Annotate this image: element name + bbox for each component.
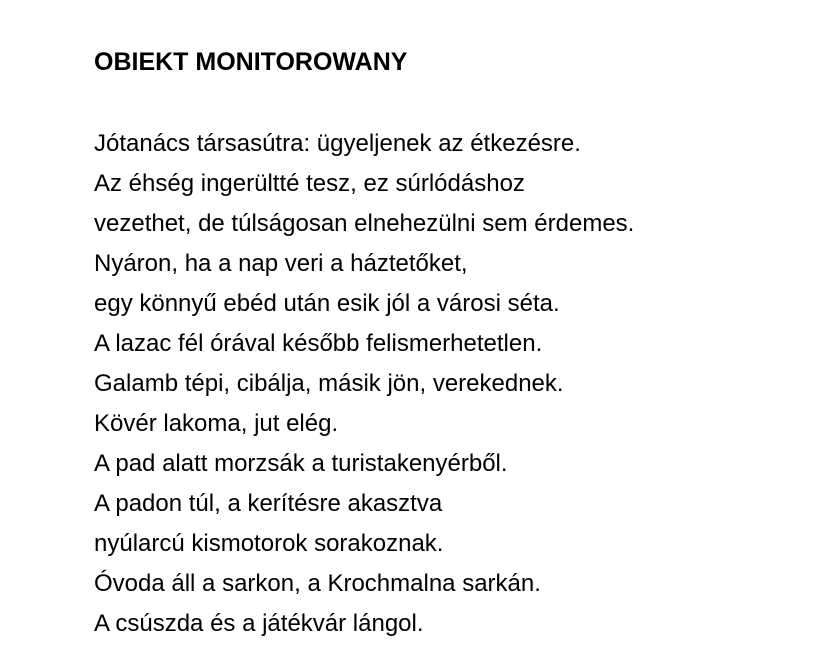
poem-line: vezethet, de túlságosan elnehezülni sem érdemes. <box>94 210 635 237</box>
poem-line: Kövér lakoma, jut elég. <box>94 410 339 437</box>
poem-line: A padon túl, a kerítésre akasztva <box>94 490 443 517</box>
poem-line: A pad alatt morzsák a turistakenyérből. <box>94 450 508 477</box>
poem-body <box>94 124 786 644</box>
poem-line: A lazac fél órával később felismerhetetlen. <box>94 330 543 357</box>
document-title: OBIEKT MONITOROWANY <box>94 48 408 76</box>
poem-line: Az éhség ingerültté tesz, ez súrlódáshoz <box>94 170 525 197</box>
poem-line: egy könnyű ebéd után esik jól a városi séta. <box>94 290 560 317</box>
poem-line: Jótanács társasútra: ügyeljenek az étkezésre. <box>94 130 581 157</box>
poem-line: A csúszda és a játékvár lángol. <box>94 610 424 637</box>
poem-line: Nyáron, ha a nap veri a háztetőket, <box>94 250 468 277</box>
poem-line: Galamb tépi, cibálja, másik jön, verekednek. <box>94 370 564 397</box>
poem-line: nyúlarcú kismotorok sorakoznak. <box>94 530 444 557</box>
poem-line: Óvoda áll a sarkon, a Krochmalna sarkán. <box>94 570 541 597</box>
